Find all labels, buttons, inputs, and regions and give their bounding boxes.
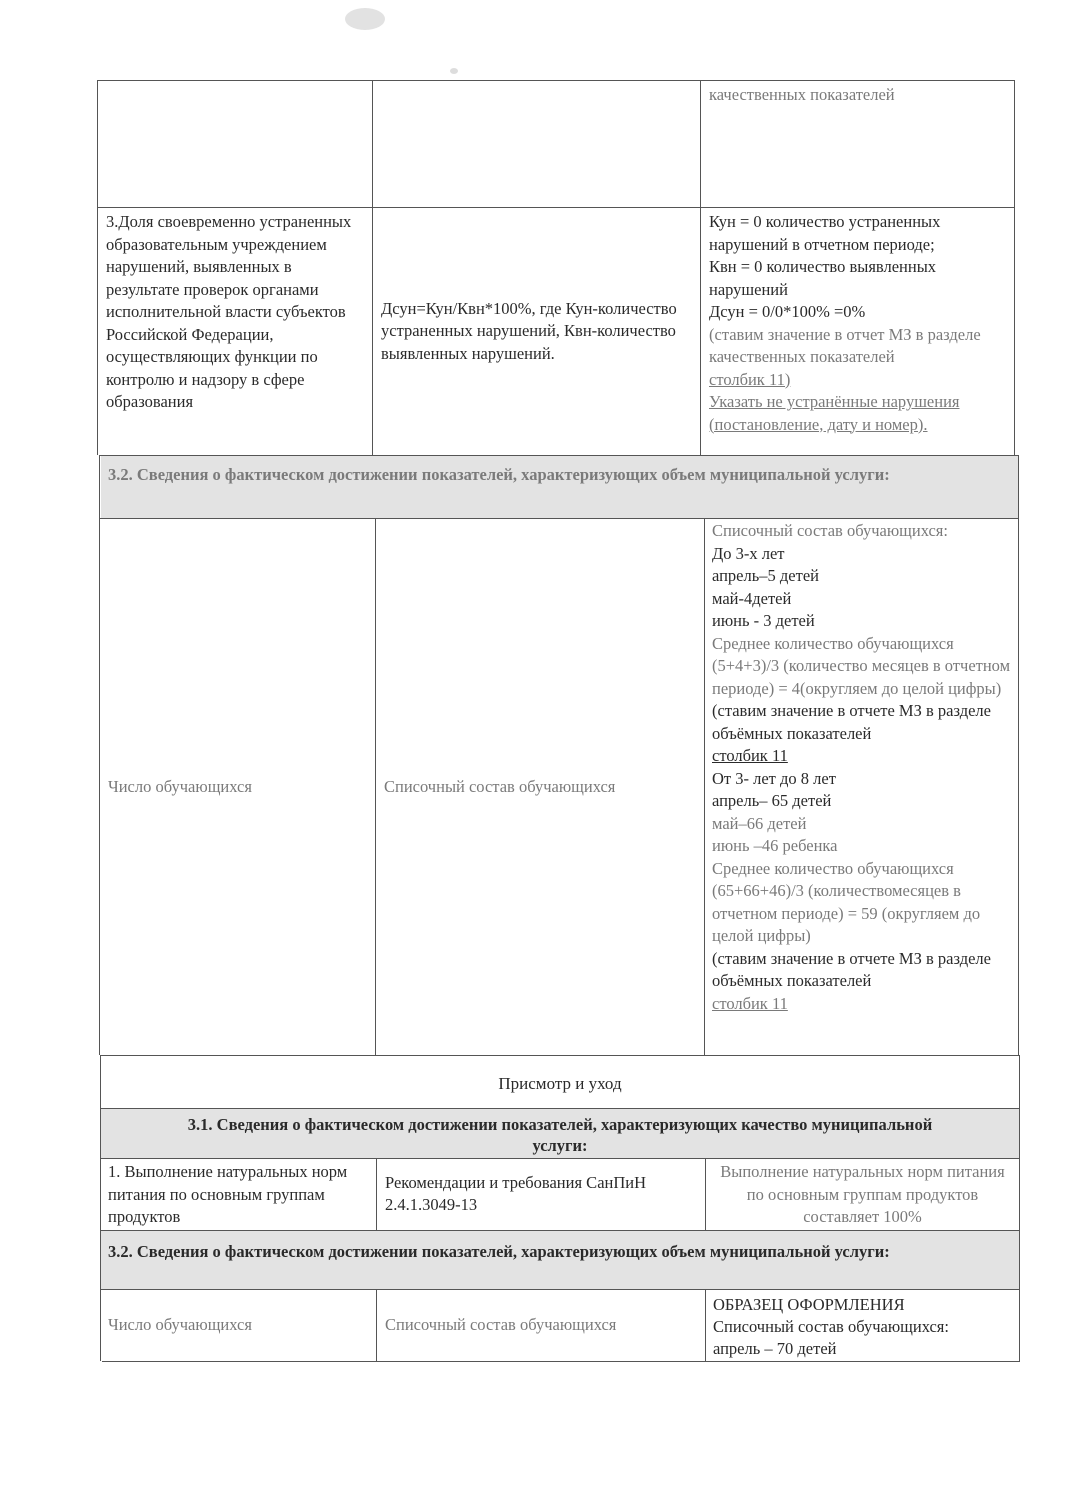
table-vline	[375, 518, 376, 1055]
row2-col3-underlined: столбик 11)	[709, 369, 791, 389]
table-vline	[376, 1158, 377, 1230]
row1-col3	[703, 82, 1013, 204]
row3-col3-line: июнь - 3 детей	[712, 611, 815, 630]
row5-col3	[707, 1292, 1018, 1360]
section-quality-heading-text: 3.1. Сведения о фактическом достижении показателей, характеризующих качество муниципальной услуги:	[187, 1115, 933, 1155]
row3-col1-text: Число обучающихся	[108, 776, 252, 796]
row4-col1-text: 1. Выполнение натуральных норм питания по основным группам продуктов	[108, 1162, 348, 1226]
row3-col3-line: май–66 детей	[712, 813, 807, 833]
row2-col3	[703, 209, 1013, 454]
care-heading	[102, 1071, 1018, 1101]
row3-col3-line: Среднее количество обучающихся (65+66+46)/3 (количествомесяцев в отчетном периоде) = 59 (округляем до целой цифры)	[712, 858, 981, 945]
section-quality-heading	[160, 1112, 960, 1158]
row4-col2	[379, 1159, 703, 1229]
section-volume-heading-2	[102, 1239, 1018, 1289]
row2-col3-line: Квн = 0 количество выявленных нарушений	[709, 257, 937, 299]
row3-col3-line: Списочный состав обучающихся:	[712, 521, 948, 540]
table-vline	[376, 1289, 377, 1361]
scan-smudge	[345, 8, 385, 30]
table-hline	[101, 1230, 1020, 1231]
table-hline	[97, 80, 1015, 81]
row3-col3-underlined: столбик 11	[712, 746, 788, 765]
scan-smudge	[450, 68, 458, 74]
row4-col3-text: Выполнение натуральных норм питания по основным группам продуктов составляет 100%	[720, 1162, 1005, 1226]
row4-col2-text: Рекомендации и требования СанПиН 2.4.1.3049-13	[385, 1172, 647, 1214]
row3-col3-line: (ставим значение в отчете МЗ в разделе объёмных показателей	[712, 701, 991, 743]
row5-col1	[102, 1290, 375, 1360]
row2-col2-text: Дсун=Кун/Квн*100%, где Кун-количество устраненных нарушений, Квн-количество выявленных нарушений.	[381, 298, 677, 363]
row3-col3-line: июнь –46 ребенка	[712, 836, 838, 855]
row4-col1	[102, 1159, 375, 1229]
table-vline	[100, 1055, 101, 1361]
row2-col1-text: 3.Доля своевременно устраненных образовательным учреждением нарушений, выявленных в результате проверок органами исполнительной власти субъектов Российской Федерации, осуществляющих функции по контролю и надзору в сфере образования	[106, 212, 352, 411]
row3-col3-line: май-4детей	[712, 588, 792, 608]
row2-col3-underlined: Указать не устранённые нарушения (постановление, дату и номер).	[709, 392, 960, 434]
table-hline	[101, 1108, 1020, 1109]
table-vline	[700, 80, 701, 455]
row3-col3-line: (ставим значение в отчете МЗ в разделе объёмных показателей	[712, 948, 991, 990]
section-volume-heading-2-text: 3.2. Сведения о фактическом достижении показателей, характеризующих объем муниципальной услуги:	[108, 1242, 890, 1261]
table-vline	[372, 80, 373, 455]
row3-col3-line: Среднее количество обучающихся (5+4+3)/3 (количество месяцев в отчетном периоде) = 4(округляем до целой цифры)	[712, 633, 1011, 698]
row3-col3	[706, 518, 1017, 1053]
row5-col3-line: Списочный состав обучающихся:	[713, 1317, 949, 1336]
row2-col3-line: (ставим значение в отчет МЗ в разделе качественных показателей	[709, 324, 981, 366]
row3-col3-line: От 3- лет до 8 лет	[712, 768, 836, 788]
row2-col2	[375, 209, 698, 454]
table-vline	[1014, 80, 1015, 455]
table-vline	[705, 1158, 706, 1230]
table-vline	[705, 1289, 706, 1361]
section-volume-heading	[102, 462, 1017, 517]
row4-col3	[707, 1159, 1018, 1229]
row2-col1	[100, 209, 370, 454]
table-hline	[102, 1361, 1020, 1362]
row3-col2	[378, 520, 702, 1054]
table-hline	[97, 207, 1015, 208]
table-vline	[97, 80, 98, 455]
row3-col3-line: апрель–5 детей	[712, 566, 819, 585]
row3-col3-underlined: столбик 11	[712, 993, 788, 1013]
row3-col3-line: апрель– 65 детей	[712, 791, 832, 810]
row1-col3-text: качественных показателей	[709, 85, 895, 104]
table-vline	[1018, 455, 1019, 1055]
section-volume-heading-text: 3.2. Сведения о фактическом достижении показателей, характеризующих объем муниципальной услуги:	[108, 465, 890, 484]
table-hline	[100, 1055, 1020, 1056]
care-heading-text: Присмотр и уход	[498, 1074, 622, 1093]
row3-col3-line: До 3-х лет	[712, 543, 785, 563]
row3-col1	[102, 520, 374, 1054]
row5-col1-text: Число обучающихся	[108, 1314, 252, 1334]
row5-col2	[379, 1290, 703, 1360]
row3-col2-text: Списочный состав обучающихся	[384, 776, 616, 796]
table-hline	[99, 455, 1018, 456]
table-vline	[704, 518, 705, 1055]
row2-col3-line: Кун = 0 количество устраненных нарушений в отчетном периоде;	[709, 212, 941, 254]
row2-col3-line: Дсун = 0/0*100% =0%	[709, 302, 866, 321]
row5-col3-line: ОБРАЗЕЦ ОФОРМЛЕНИЯ	[713, 1295, 905, 1314]
row5-col3-line: апрель – 70 детей	[713, 1339, 837, 1358]
table-vline	[1019, 1055, 1020, 1361]
table-vline	[99, 455, 100, 1055]
row5-col2-text: Списочный состав обучающихся	[385, 1314, 617, 1334]
